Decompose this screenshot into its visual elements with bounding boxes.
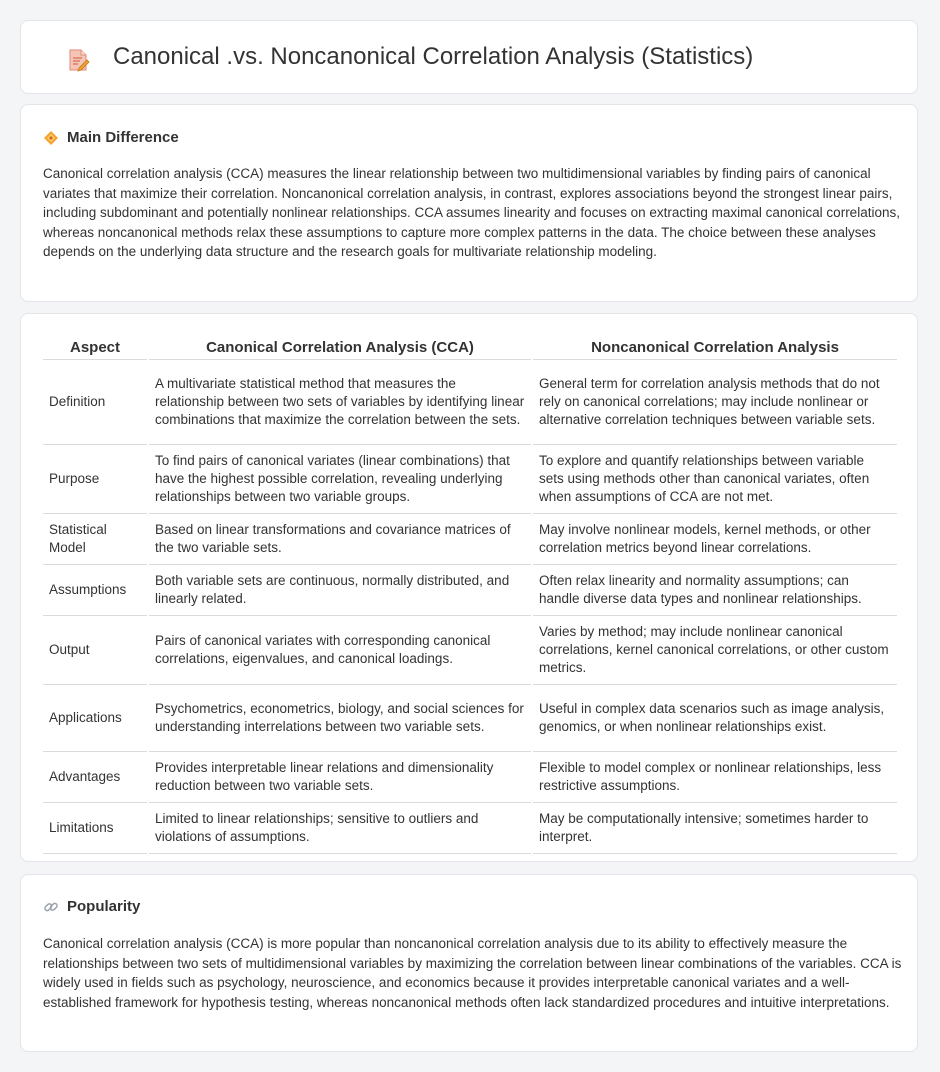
cell-cca: Pairs of canonical variates with corresponding canonical correlations, eigenvalues, and canonical loadings. — [149, 616, 531, 685]
cell-noncanonical: May involve nonlinear models, kernel methods, or other correlation metrics beyond linear correlations. — [533, 514, 897, 565]
cell-noncanonical: Useful in complex data scenarios such as image analysis, genomics, or when nonlinear relationships exist. — [533, 685, 897, 752]
popularity-card — [20, 874, 918, 1052]
popularity-heading — [43, 898, 140, 915]
table-header-row — [43, 336, 897, 360]
cell-noncanonical: Varies by method; may include nonlinear canonical correlations, kernel canonical correlations, or other custom metrics. — [533, 616, 897, 685]
cell-noncanonical: May be computationally intensive; sometimes harder to interpret. — [533, 803, 897, 854]
cell-noncanonical: Flexible to model complex or nonlinear relationships, less restrictive assumptions. — [533, 752, 897, 803]
table-row — [43, 445, 897, 514]
table-row — [43, 803, 897, 854]
main-difference-text: Canonical correlation analysis (CCA) measures the linear relationship between two multidimensional variables by finding pairs of canonical variates that maximize their correlation. Noncanonical correlation analysis, in contrast, explores associations beyond the strongest linear pairs, including subdominant and potentially nonlinear relationships. CCA assumes linearity and focuses on extracting maximal canonical correlations, whereas noncanonical methods relax these assumptions to capture more complex patterns in the data. The choice between these analyses depends on the underlying data structure and the research goals for multivariate relationship modeling. — [43, 166, 900, 259]
main-difference-card — [20, 104, 918, 302]
page-title: Canonical .vs. Noncanonical Correlation Analysis (Statistics) — [113, 43, 754, 70]
column-header-noncanonical: Noncanonical Correlation Analysis — [533, 336, 897, 360]
table-row — [43, 360, 897, 445]
cell-aspect: Limitations — [43, 803, 147, 854]
cell-noncanonical: To explore and quantify relationships between variable sets using methods other than canonical variates, often when assumptions of CCA are not met. — [533, 445, 897, 514]
table-row — [43, 685, 897, 752]
cell-cca: To find pairs of canonical variates (linear combinations) that have the highest possible correlation, revealing underlying relationships between two variable groups. — [149, 445, 531, 514]
cell-aspect: Advantages — [43, 752, 147, 803]
table-row — [43, 514, 897, 565]
header-card — [20, 20, 918, 94]
cell-aspect: Output — [43, 616, 147, 685]
cell-aspect: Statistical Model — [43, 514, 147, 565]
link-icon — [43, 899, 59, 915]
column-header-cca: Canonical Correlation Analysis (CCA) — [149, 336, 531, 360]
cell-cca: A multivariate statistical method that measures the relationship between two sets of variables by identifying linear combinations that maximize the correlation between the sets. — [149, 360, 531, 445]
cell-cca: Based on linear transformations and covariance matrices of the two variable sets. — [149, 514, 531, 565]
comparison-table — [41, 336, 899, 854]
table-row — [43, 752, 897, 803]
cell-cca: Psychometrics, econometrics, biology, and social sciences for understanding interrelations between two variable sets. — [149, 685, 531, 752]
column-header-aspect: Aspect — [43, 336, 147, 360]
diamond-badge-icon — [43, 130, 59, 146]
main-difference-title: Main Difference — [67, 129, 179, 146]
cell-noncanonical: General term for correlation analysis methods that do not rely on canonical correlations; may include nonlinear or alternative correlation techniques between variable sets. — [533, 360, 897, 445]
cell-aspect: Purpose — [43, 445, 147, 514]
document-edit-icon — [65, 47, 91, 73]
cell-cca: Both variable sets are continuous, normally distributed, and linearly related. — [149, 565, 531, 616]
cell-aspect: Applications — [43, 685, 147, 752]
popularity-text: Canonical correlation analysis (CCA) is more popular than noncanonical correlation analysis due to its ability to effectively measure the relationships between two sets of multidimensional variables by maximizing the correlation between linear combinations of the variables. CCA is widely used in fields such as psychology, neuroscience, and economics because it provides interpretable canonical variates and a well-established framework for hypothesis testing, whereas noncanonical methods often lack standardized procedures and intuitive interpretations. — [43, 936, 902, 1010]
table-row — [43, 565, 897, 616]
comparison-table-card — [20, 313, 918, 862]
table-row — [43, 616, 897, 685]
cell-cca: Limited to linear relationships; sensitive to outliers and violations of assumptions. — [149, 803, 531, 854]
main-difference-heading — [43, 129, 179, 146]
cell-aspect: Definition — [43, 360, 147, 445]
cell-aspect: Assumptions — [43, 565, 147, 616]
cell-noncanonical: Often relax linearity and normality assumptions; can handle diverse data types and nonlinear relationships. — [533, 565, 897, 616]
popularity-title: Popularity — [67, 898, 141, 915]
cell-cca: Provides interpretable linear relations and dimensionality reduction between two variable sets. — [149, 752, 531, 803]
